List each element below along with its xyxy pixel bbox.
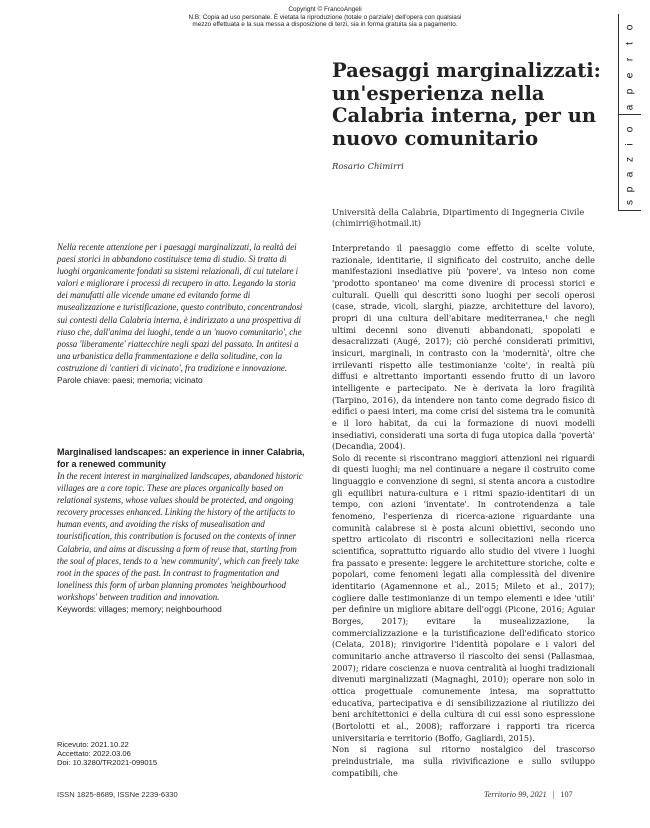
section-tab-letter: s <box>624 200 636 205</box>
section-tab-letter: a <box>624 104 636 111</box>
section-tab-letter: p <box>624 88 636 95</box>
body-paragraph: Solo di recente si riscontrano maggiori attenzioni nei riguardi di questi luoghi; ma nel continuare a negare il costruito come linguaggio e convenzione di segni, si stenta ancora a custodire gli equilibri natura-cultura e i ritmi spazio-identitari di un tempo, con azioni 'inventate'. In controtendenza a tale fenomeno, l'esperienza di ricerca-azione riguardante una comunità calabrese si è posta alcuni obiettivi, secondo uno spettro articolato di riscontri e sollecitazioni nella ricerca scientifica, soprattutto riguardo allo studio del vivere i luoghi fra passato e presente: leggere le architetture storiche, colte e popolari, come fenomeni legati alla complessità del divenire identitario (Agamennone et al., 2015; Mileto et al., 2017); cogliere dalle testimonianze di un tempo elementi e idee 'utili' per definire un migliore abitare dell'oggi (Picone, 2016; Aguiar Borges, 2017); evitare la musealizzazione, la commercializzazione e la turistificazione dell'edificato storico (Celata, 2018); rinvigorire l'identità popolare e i valori del comunitario anche attraverso il riascolto dei sensi (Pallasmaa, 2007); ridare coscienza e nuova centralità ai luoghi tradizionali divenuti marginalizzati (Magnaghi, 2010); operare non solo in ottica progettuale comunemente intesa, ma soprattutto educativa, partecipativa e di sensibilizzazione al riutilizzo dei beni architettonici e della cultura di cui essi sono espressione (Bortolotti et al., 2008); rafforzare i rapporti tra ricerca universitaria e territorio (Boffo, Gagliardi, 2015). <box>332 452 595 743</box>
keywords-english: Keywords: villages; memory; neighbourhood <box>57 604 222 615</box>
footer-issue: 99, 2021 <box>518 790 547 799</box>
article-title: Paesaggi marginalizzati: un'esperienza nella Calabria interna, per un nuovo comunitario <box>332 59 601 150</box>
section-tab-letter: o <box>624 24 636 31</box>
footer-separator: | <box>552 790 555 799</box>
section-tab-letter: e <box>624 72 636 79</box>
publication-dates <box>57 741 157 767</box>
footer-issn: ISSN 1825-8689, ISSNe 2239-6330 <box>57 790 178 799</box>
section-tab-divider <box>619 114 641 115</box>
abstract-english-heading: Marginalised landscapes: an experience in inner Calabria, for a renewed community <box>57 447 305 469</box>
section-tab-letter: o <box>624 126 636 133</box>
author-affiliation <box>332 207 612 229</box>
section-tab-letter: a <box>624 171 636 178</box>
page-number: 107 <box>560 790 573 799</box>
doi[interactable]: Doi: 10.3280/TR2021-099015 <box>57 757 158 767</box>
section-tab <box>618 14 641 211</box>
affiliation-name: Università della Calabria, Dipartimento di Ingegneria Civile <box>332 207 585 217</box>
article-body <box>332 243 595 779</box>
section-tab-letter: z <box>624 157 636 162</box>
copyright-line-1: Copyright © FrancoAngeli <box>288 6 362 13</box>
abstract-english <box>57 446 307 615</box>
author-email[interactable]: (chimirri@hotmail.it) <box>332 218 421 228</box>
section-tab-letter: p <box>624 186 636 193</box>
copyright-notice <box>0 6 650 29</box>
article-author: Rosario Chimirri <box>332 162 404 172</box>
footer-journal-name: Territorio <box>484 790 517 799</box>
accepted-date: Accettato: 2022.03.06 <box>57 748 131 758</box>
received-date: Ricevuto: 2021.10.22 <box>57 740 129 749</box>
section-tab-letter: r <box>624 57 636 62</box>
abstract-italian-text: Nella recente attenzione per i paesaggi marginalizzati, la realtà dei paesi storici in abbandono costituisce tema di studio. Si tratta di luoghi organicamente fondati su sistemi relazionali, di cui tutelare i valori e migliorare i processi di recupero in atto. Legando la storia dei manufatti alle vicende umane ed evitando forme di musealizzazione e turistificazione, questo contributo, concentrandosi sui contesti della Calabria interna, è indirizzato a una prospettiva di riuso che, dall'anima dei luoghi, tende a un 'nuovo comunitario', che possa 'liberamente' riattecchire negli spazi del passato. In antitesi a una urbanistica della frammentazione e della solitudine, con la costruzione di 'cantieri di vicinato', fra tradizione e innovazione. <box>57 242 303 373</box>
footer-journal-info <box>484 790 573 799</box>
body-paragraph: Interpretando il paesaggio come effetto di scelte volute, razionale, identitarie, il significato del costruito, anche delle manifestazioni insediative più 'povere', va inteso non come 'prodotto spontaneo' ma come divenire di processi storici e culturali. Quelli qui descritti sono luoghi per secoli operosi (case, strade, vicoli, slarghi, piazze, architetture del lavoro), propri di una cultura dell'abitare mediterranea,¹ che negli ultimi decenni sono divenuti abbandonati, spopolati e desacralizzati (Augé, 2017); ciò perché considerati primitivi, insicuri, marginali, in contrasto con la 'modernità', oltre che irrilevanti rispetto alle testimonianze 'colte', in realtà più diffusi e altrettanto importanti essendo frutto di un lavoro intelligente e partecipato. Ne è derivata la loro fragilità (Tarpino, 2016), da intendere non tanto come degrado fisico di edifici o paesi interi, ma come crisi del sistema tra le comunità e il loro habitat, da cui la formazione di nuovi modelli insediativi, considerati una sorta di fuga utopica dalla 'povertà' (Decandia, 2004). <box>332 243 595 452</box>
keywords-italian: Parole chiave: paesi; memoria; vicinato <box>57 375 203 386</box>
abstract-english-text: In the recent interest in marginalized landscapes, abandoned historic villages are a core topic. These are places organically based on relational systems, whose values should be protected, and ongoing recovery processes enhanced. Linking the history of the artifacts to human events, and avoiding the risks of musealisation and touristification, this contribution is focused on the contexts of inner Calabria, and aims at discussing a form of reuse that, starting from the soul of places, tends to a 'new community', which can freely take root in the spaces of the past. In contrast to fragmentation and loneliness this form of urban planning promotes 'neighbourhood workshops' between tradition and innovation. <box>57 471 303 602</box>
copyright-line-3: mezzo effettuata e la sua messa a disposizione di terzi, sia in forma gratuita sia a pagamento. <box>192 21 458 28</box>
abstract-italian <box>57 241 307 386</box>
section-tab-letter: t <box>624 42 636 45</box>
section-tab-letter: i <box>624 143 636 146</box>
copyright-line-2: N.B: Copia ad uso personale. È vietata la riproduzione (totale o parziale) dell'opera con qualsiasi <box>188 13 462 21</box>
body-paragraph: Non si ragiona sul ritorno nostalgico del trascorso preindustriale, ma sulla rivivificazione e sullo sviluppo compatibili, che <box>332 744 595 778</box>
